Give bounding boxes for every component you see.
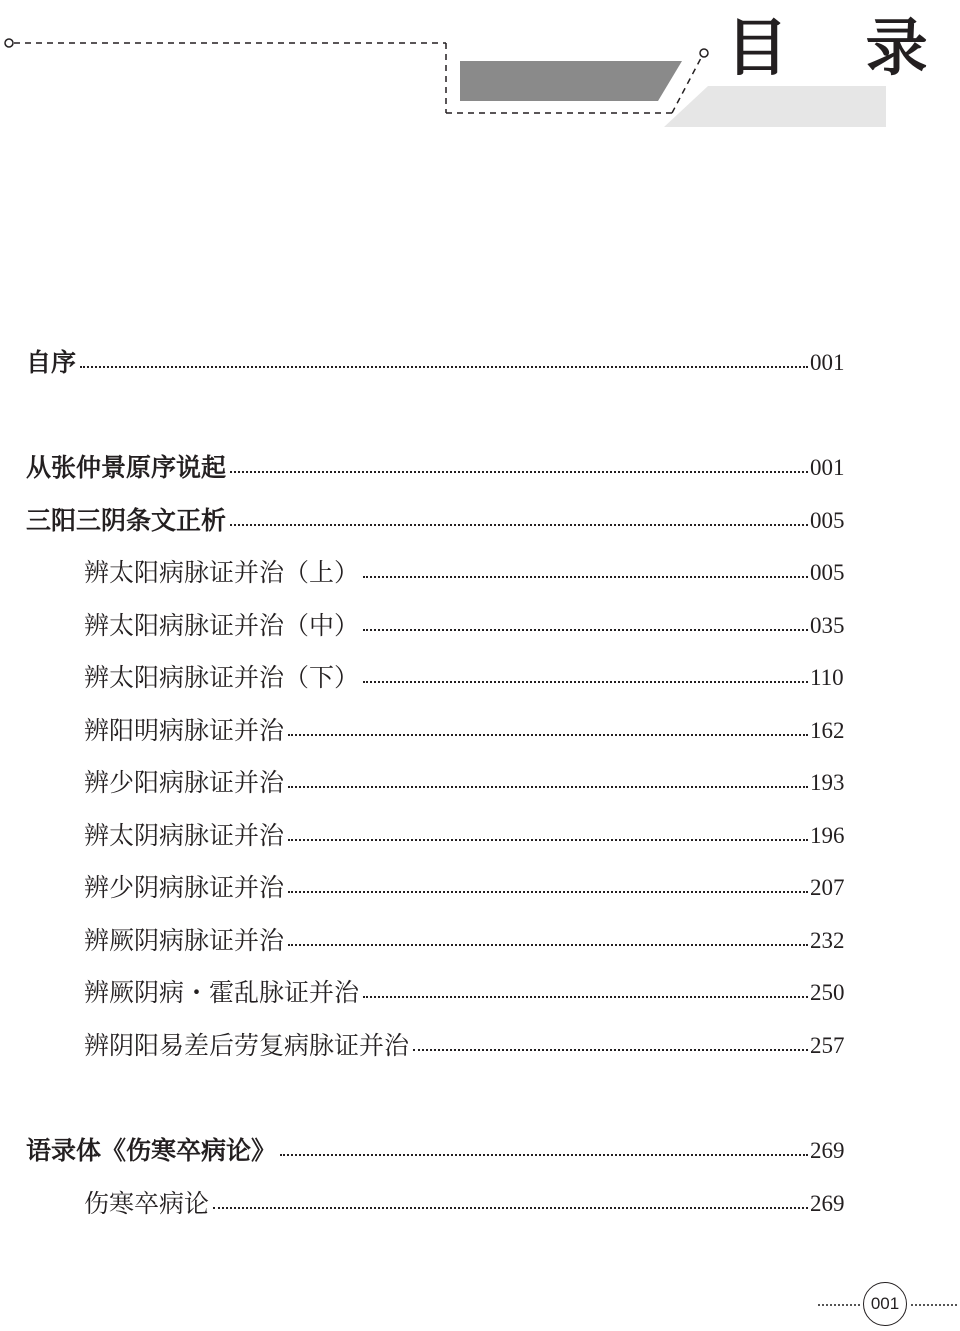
toc-entry[interactable] <box>0 553 960 593</box>
toc-leader-dots <box>230 524 808 526</box>
toc-entry-page: 250 <box>810 973 845 1013</box>
right-ring-icon <box>700 49 708 57</box>
toc-entry[interactable] <box>0 973 960 1013</box>
toc-entry-title: 辨太阳病脉证并治（上） <box>84 553 363 593</box>
toc-entry-page: 162 <box>810 711 845 751</box>
toc-entry-page: 001 <box>810 448 845 488</box>
footer-dots-left <box>818 1304 860 1306</box>
toc-leader-dots <box>363 629 808 631</box>
footer-dots-right <box>911 1304 957 1306</box>
toc-entry-title: 辨太阳病脉证并治（下） <box>84 658 363 698</box>
toc-entry[interactable] <box>0 1184 960 1224</box>
light-banner-shape <box>664 86 886 127</box>
toc-entry[interactable] <box>0 711 960 751</box>
toc-entry[interactable] <box>0 606 960 646</box>
toc-leader-dots <box>288 734 808 736</box>
toc-entry-title: 辨少阳病脉证并治 <box>84 763 288 803</box>
toc-entry[interactable] <box>0 763 960 803</box>
toc-leader-dots <box>413 1049 808 1051</box>
toc-entry[interactable] <box>0 1131 960 1171</box>
toc-entry-page: 005 <box>810 501 845 541</box>
toc-entry-title: 辨厥阴病脉证并治 <box>84 921 288 961</box>
toc-leader-dots <box>280 1154 808 1156</box>
toc-leader-dots <box>288 839 808 841</box>
toc-entry-title: 辨阳明病脉证并治 <box>84 711 288 751</box>
toc-entry-title: 辨阴阳易差后劳复病脉证并治 <box>84 1026 413 1066</box>
footer <box>0 1270 960 1331</box>
toc-leader-dots <box>288 786 808 788</box>
left-ring-icon <box>5 39 13 47</box>
page-number-badge: 001 <box>863 1282 907 1326</box>
toc-entry-title: 伤寒卒病论 <box>84 1184 213 1224</box>
toc-leader-dots <box>363 681 808 683</box>
toc-entry[interactable] <box>0 658 960 698</box>
toc-leader-dots <box>288 891 808 893</box>
toc-entry-page: 232 <box>810 921 845 961</box>
toc-entry-page: 269 <box>810 1184 845 1224</box>
toc-entry-page: 193 <box>810 763 845 803</box>
toc-leader-dots <box>363 996 808 998</box>
toc-entry-title: 自序 <box>26 343 80 383</box>
toc-entry-page: 110 <box>810 658 844 698</box>
toc-entry[interactable] <box>0 343 960 383</box>
page-title: 目 录 <box>726 11 956 84</box>
toc-entry-page: 207 <box>810 868 845 908</box>
toc-entry-title: 辨太阴病脉证并治 <box>84 816 288 856</box>
toc-entry-title: 辨少阴病脉证并治 <box>84 868 288 908</box>
toc-entry-page: 257 <box>810 1026 845 1066</box>
toc-entry-page: 196 <box>810 816 845 856</box>
toc-entry[interactable] <box>0 1026 960 1066</box>
toc-entry[interactable] <box>0 921 960 961</box>
toc-entry[interactable] <box>0 816 960 856</box>
toc-entry[interactable] <box>0 868 960 908</box>
toc-entry-page: 035 <box>810 606 845 646</box>
toc-entry-page: 001 <box>810 343 845 383</box>
toc-entry-title: 从张仲景原序说起 <box>26 448 230 488</box>
toc-leader-dots <box>288 944 808 946</box>
toc-entry-page: 005 <box>810 553 845 593</box>
toc-leader-dots <box>213 1207 808 1209</box>
toc-leader-dots <box>80 366 808 368</box>
toc-entry[interactable] <box>0 448 960 488</box>
toc-entry-title: 语录体《伤寒卒病论》 <box>26 1131 280 1171</box>
toc-entry[interactable] <box>0 501 960 541</box>
toc-entry-title: 辨厥阴病・霍乱脉证并治 <box>84 973 363 1013</box>
dark-banner-shape <box>460 61 682 101</box>
toc-entry-title: 辨太阳病脉证并治（中） <box>84 606 363 646</box>
toc-entry-title: 三阳三阴条文正析 <box>26 501 230 541</box>
toc-leader-dots <box>363 576 808 578</box>
toc-leader-dots <box>230 471 808 473</box>
toc-entry-page: 269 <box>810 1131 845 1171</box>
